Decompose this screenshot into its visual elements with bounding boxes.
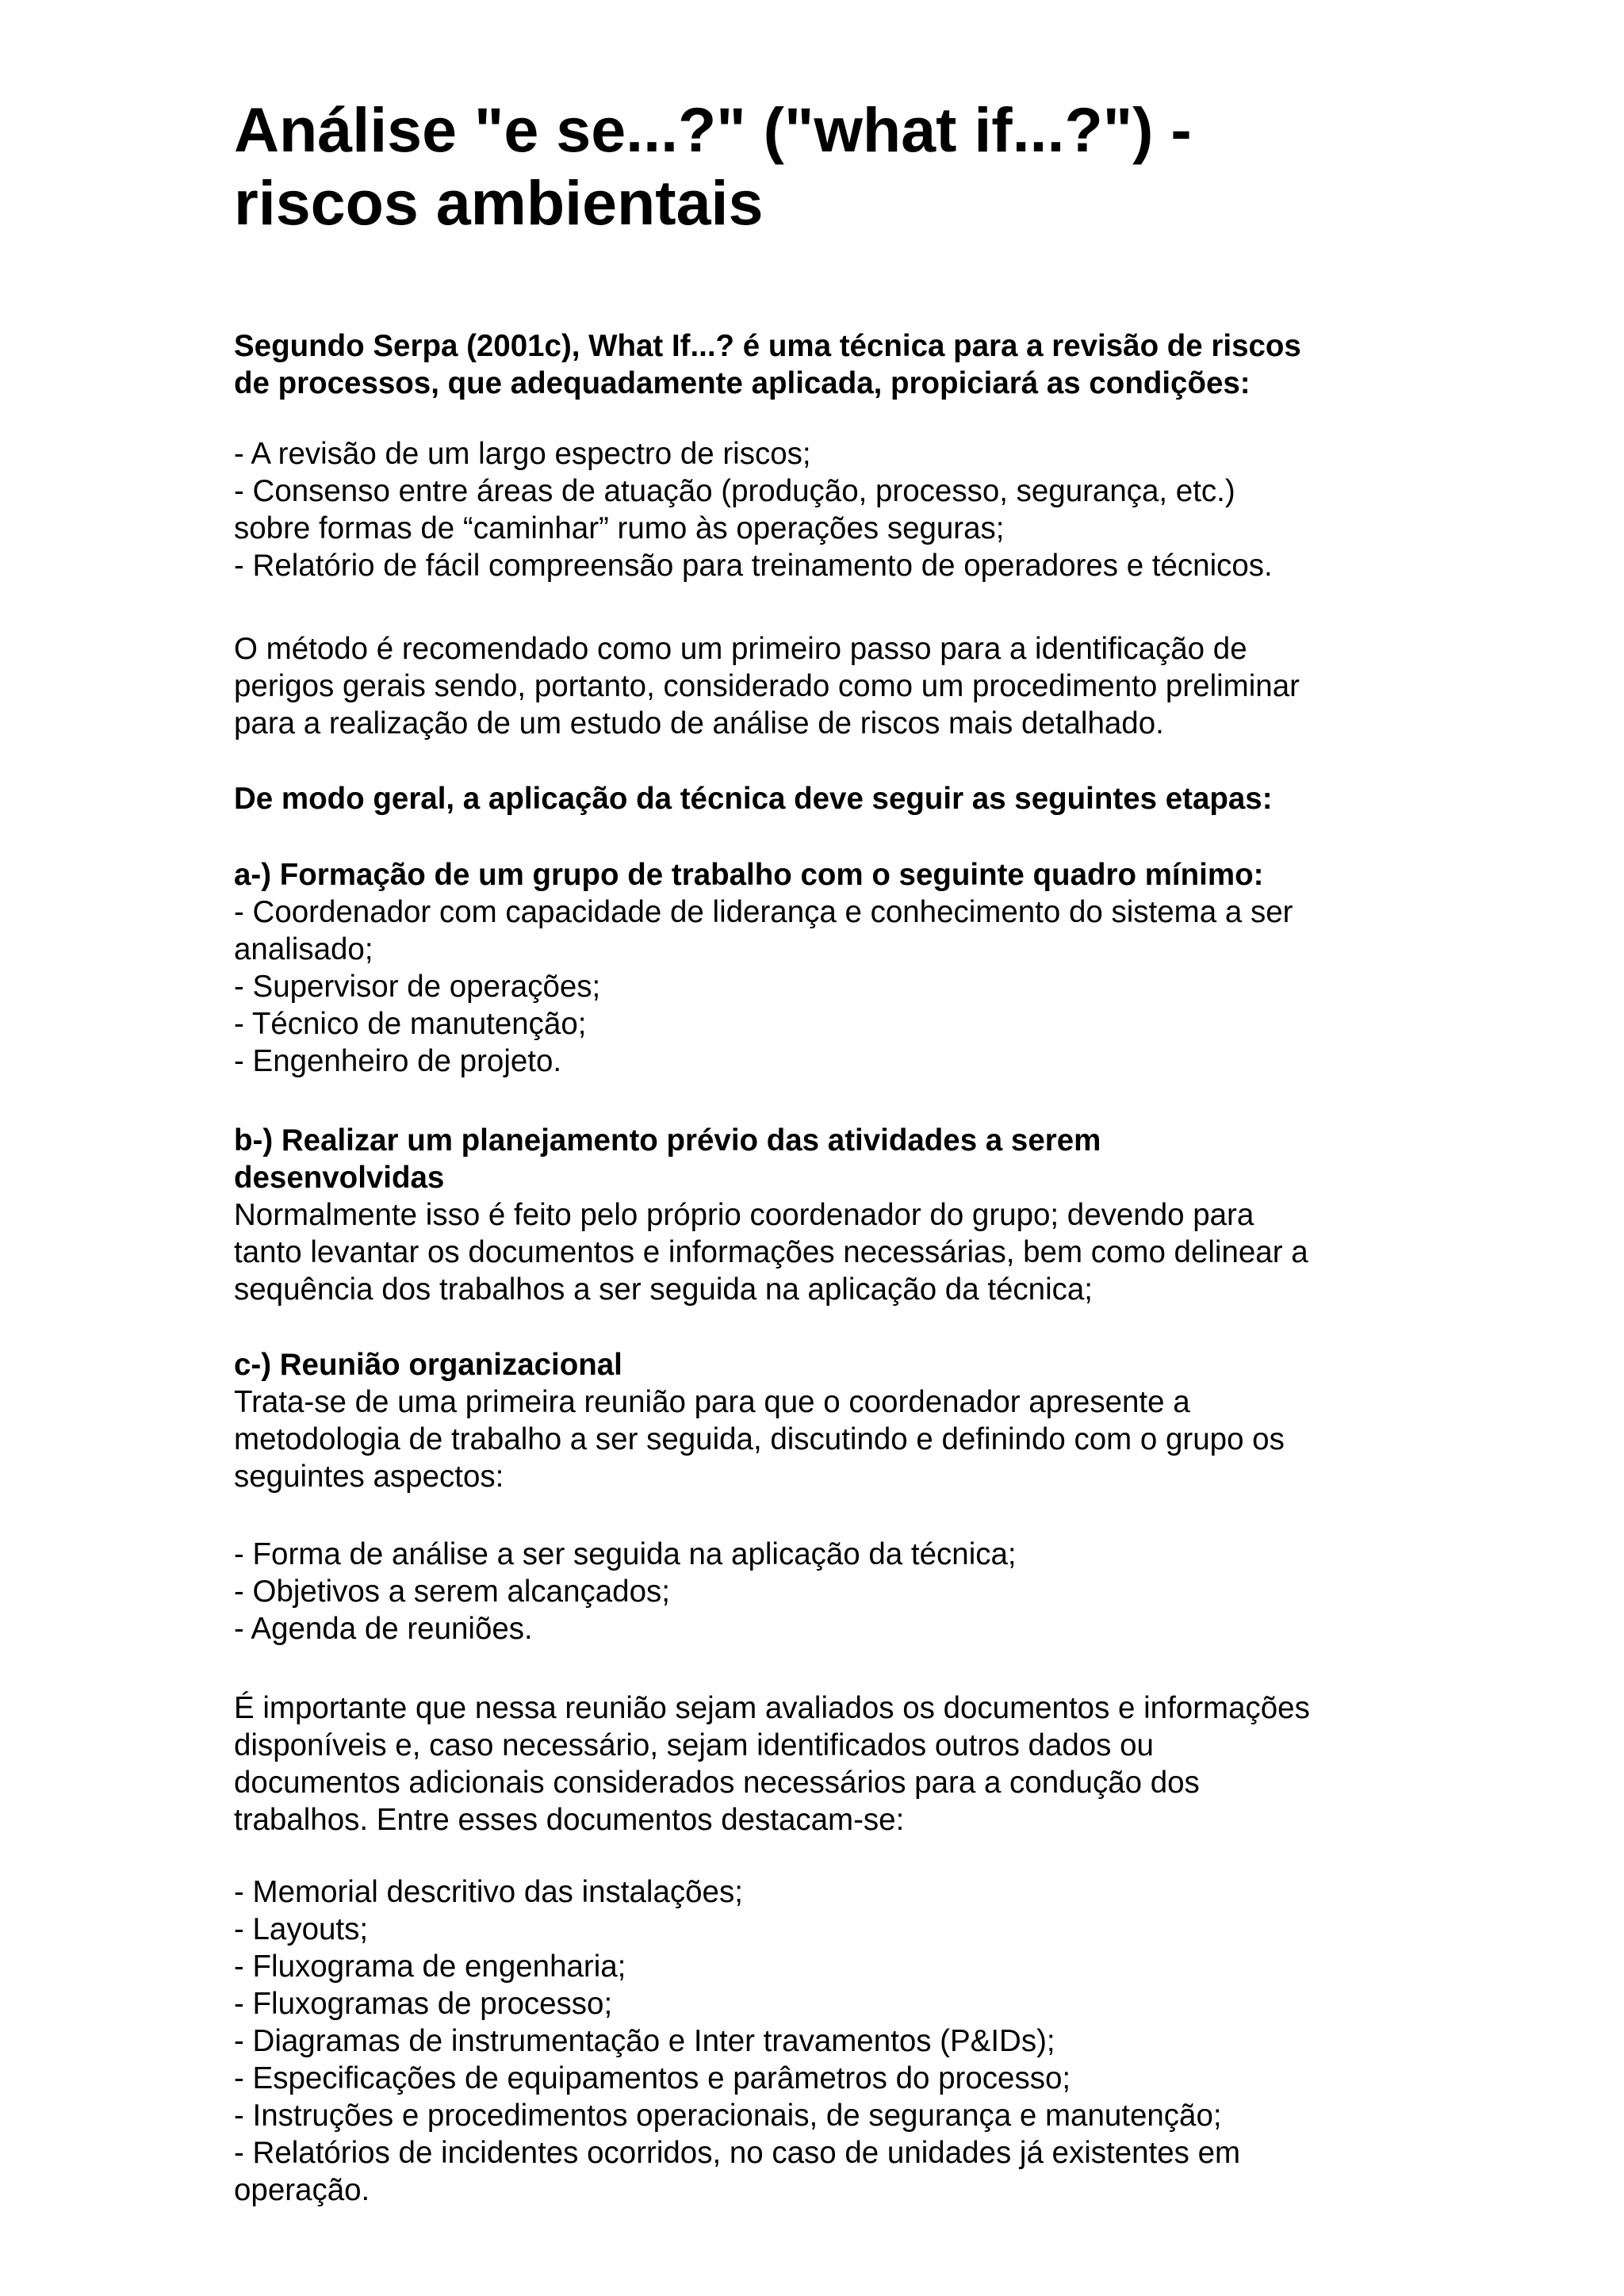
- heading-line: De modo geral, a aplicação da técnica deve seguir as seguintes etapas:: [234, 782, 1273, 816]
- list-item: analisado;: [234, 932, 373, 966]
- method-paragraph: [234, 630, 1408, 742]
- list-item: - A revisão de um largo espectro de riscos;: [234, 437, 811, 471]
- list-item: - Consenso entre áreas de atuação (produção, processo, segurança, etc.): [234, 474, 1235, 508]
- list-item: - Fluxogramas de processo;: [234, 1987, 613, 2021]
- list-item: - Agenda de reuniões.: [234, 1612, 533, 1646]
- list-item: operação.: [234, 2173, 370, 2207]
- list-item: - Relatórios de incidentes ocorridos, no caso de unidades já existentes em: [234, 2136, 1241, 2170]
- page-title: [234, 94, 1423, 239]
- step-a-section: [234, 856, 1408, 1080]
- paragraph-line: sequência dos trabalhos a ser seguida na aplicação da técnica;: [234, 1272, 1094, 1307]
- paragraph-line: para a realização de um estudo de análise de riscos mais detalhado.: [234, 706, 1164, 740]
- list-item: sobre formas de “caminhar” rumo às operações seguras;: [234, 511, 1005, 545]
- intro-paragraph: [234, 327, 1408, 402]
- conditions-list: [234, 435, 1408, 584]
- step-b-heading: desenvolvidas: [234, 1161, 445, 1195]
- list-item: - Memorial descritivo das instalações;: [234, 1875, 743, 1909]
- list-item: - Objetivos a serem alcançados;: [234, 1575, 670, 1609]
- list-item: - Supervisor de operações;: [234, 970, 601, 1004]
- list-item: - Engenheiro de projeto.: [234, 1044, 562, 1078]
- step-c-section: [234, 1346, 1408, 1495]
- list-item: - Instruções e procedimentos operacionais, de segurança e manutenção;: [234, 2099, 1222, 2133]
- step-a-heading: a-) Formação de um grupo de trabalho com o seguinte quadro mínimo:: [234, 858, 1264, 892]
- paragraph-line: trabalhos. Entre esses documentos destacam-se:: [234, 1803, 905, 1837]
- paragraph-line: seguintes aspectos:: [234, 1460, 504, 1494]
- paragraph-line: É importante que nessa reunião sejam avaliados os documentos e informações: [234, 1691, 1310, 1725]
- list-item: - Coordenador com capacidade de liderança e conhecimento do sistema a ser: [234, 895, 1293, 929]
- step-c-heading: c-) Reunião organizacional: [234, 1348, 622, 1382]
- paragraph-line: Trata-se de uma primeira reunião para que o coordenador apresente a: [234, 1385, 1190, 1419]
- paragraph-line: disponíveis e, caso necessário, sejam identificados outros dados ou: [234, 1728, 1154, 1762]
- list-item: - Técnico de manutenção;: [234, 1007, 587, 1041]
- step-b-section: [234, 1122, 1408, 1308]
- documents-list: [234, 1873, 1408, 2209]
- title-line: Análise "e se...?" ("what if...?") -: [234, 94, 1192, 165]
- step-b-heading: b-) Realizar um planejamento prévio das atividades a serem: [234, 1123, 1101, 1158]
- title-line: riscos ambientais: [234, 167, 764, 238]
- paragraph-line: metodologia de trabalho a ser seguida, discutindo e definindo com o grupo os: [234, 1422, 1285, 1456]
- paragraph-line: perigos gerais sendo, portanto, considerado como um procedimento preliminar: [234, 669, 1300, 703]
- intro-line: Segundo Serpa (2001c), What If...? é uma técnica para a revisão de riscos: [234, 329, 1301, 363]
- important-paragraph: [234, 1689, 1408, 1839]
- paragraph-line: documentos adicionais considerados necessários para a condução dos: [234, 1766, 1200, 1800]
- list-item: - Forma de análise a ser seguida na aplicação da técnica;: [234, 1537, 1017, 1571]
- list-item: - Diagramas de instrumentação e Inter travamentos (P&IDs);: [234, 2024, 1055, 2058]
- aspects-list: [234, 1536, 1408, 1647]
- paragraph-line: tanto levantar os documentos e informações necessárias, bem como delinear a: [234, 1235, 1308, 1269]
- list-item: - Layouts;: [234, 1912, 369, 1946]
- list-item: - Relatório de fácil compreensão para treinamento de operadores e técnicos.: [234, 549, 1273, 583]
- list-item: - Fluxograma de engenharia;: [234, 1950, 626, 1984]
- intro-line: de processos, que adequadamente aplicada, propiciará as condições:: [234, 366, 1251, 400]
- paragraph-line: O método é recomendado como um primeiro passo para a identificação de: [234, 632, 1247, 666]
- steps-heading: [234, 780, 1408, 817]
- paragraph-line: Normalmente isso é feito pelo próprio coordenador do grupo; devendo para: [234, 1198, 1254, 1232]
- list-item: - Especificações de equipamentos e parâmetros do processo;: [234, 2061, 1071, 2095]
